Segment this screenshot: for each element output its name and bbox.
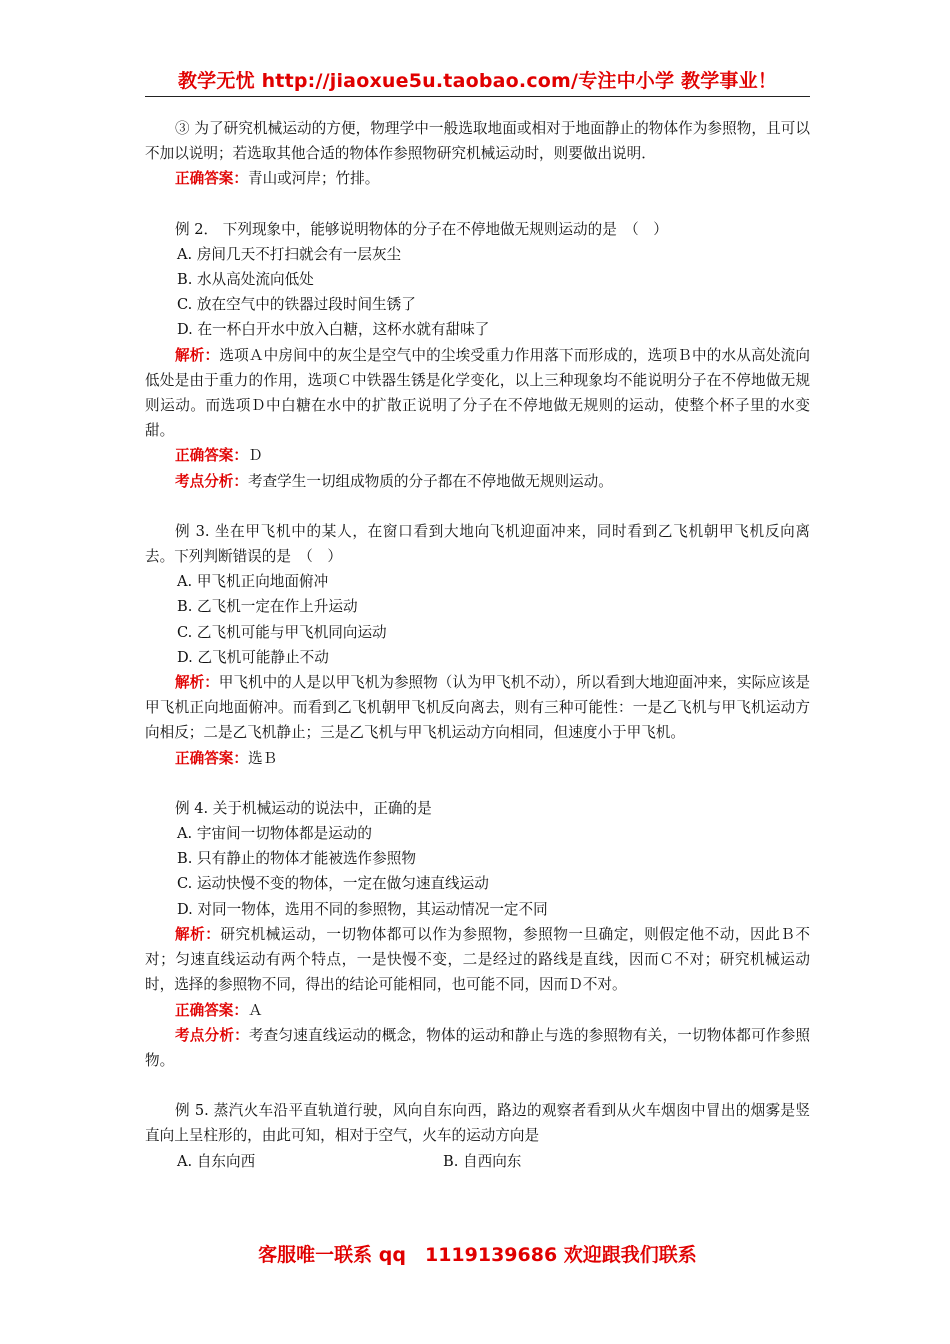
option-b: B. 乙飞机一定在作上升运动	[177, 598, 358, 616]
analysis-label: 解析：	[175, 346, 220, 364]
option-a: A. 房间几天不打扫就会有一层灰尘	[177, 245, 402, 263]
document-body	[145, 116, 810, 1174]
analysis	[145, 670, 810, 746]
answer-label: 正确答案：	[175, 749, 248, 767]
header-divider	[145, 96, 810, 97]
correct-answer	[145, 746, 810, 771]
example-3	[145, 519, 810, 771]
option-a: A. 宇宙间一切物体都是运动的	[177, 825, 372, 843]
point-text: 考查匀速直线运动的概念，物体的运动和静止与选的参照物有关，一切物体都可作参照物。	[145, 1026, 810, 1069]
question-text: 例 5. 蒸汽火车沿平直轨道行驶，风向自东向西，路边的观察者看到从火车烟囱中冒出的烟雾是竖直向上呈柱形的，由此可知，相对于空气，火车的运动方向是	[145, 1102, 810, 1145]
option-d: D. 乙飞机可能静止不动	[177, 648, 329, 666]
intro-answer	[145, 166, 810, 191]
option-b: B. 水从高处流向低处	[177, 271, 314, 289]
option-c: C. 运动快慢不变的物体，一定在做匀速直线运动	[177, 875, 489, 893]
example-5	[145, 1098, 810, 1174]
option-a: A. 自东向西	[177, 1152, 256, 1170]
answer-text: 选Ｂ	[247, 749, 278, 767]
option-b: B. 只有静止的物体才能被选作参照物	[177, 850, 416, 868]
analysis-label: 解析：	[175, 925, 221, 943]
intro-note: ③ 为了研究机械运动的方便，物理学中一般选取地面或相对于地面静止的物体作为参照物，且可以不加以说明；若选取其他合适的物体作参照物研究机械运动时，则要做出说明．	[145, 120, 810, 163]
example-4	[145, 796, 810, 1073]
example-2	[145, 217, 810, 494]
answer-text: 青山或河岸；竹排。	[247, 170, 380, 188]
option-d: D. 对同一物体，选用不同的参照物，其运动情况一定不同	[177, 900, 548, 918]
analysis-label: 解析：	[175, 674, 219, 692]
key-point	[145, 469, 810, 494]
analysis-text: 选项Ａ中房间中的灰尘是空气中的尘埃受重力作用落下而形成的，选项Ｂ中的水从高处流向低处是由于重力的作用，选项Ｃ中铁器生锈是化学变化，以上三种现象均不能说明分子在不停地做无规则运动。而选项Ｄ中白糖在水中的扩散正说明了分子在不停地做无规则的运动，使整个杯子里的水变甜。	[145, 346, 810, 440]
analysis-text: 研究机械运动，一切物体都可以作为参照物，参照物一旦确定，则假定他不动，因此Ｂ不对；匀速直线运动有两个特点，一是快慢不变，二是经过的路线是直线，因而Ｃ不对；研究机械运动时，选择的参照物不同，得出的结论可能相同，也可能不同，因而Ｄ不对。	[145, 925, 810, 994]
footer-contact: 客服唯一联系 qq 1119139686 欢迎跟我们联系	[258, 1244, 697, 1266]
analysis-text: 甲飞机中的人是以甲飞机为参照物（认为甲飞机不动），所以看到大地迎面冲来，实际应该是甲飞机正向地面俯冲。而看到乙飞机朝甲飞机反向离去，则有三种可能性：一是乙飞机与甲飞机运动方向相反；二是乙飞机静止；三是乙飞机与甲飞机运动方向相同，但速度小于甲飞机。	[145, 674, 810, 742]
point-text: 考查学生一切组成物质的分子都在不停地做无规则运动。	[247, 472, 613, 490]
option-c: C. 放在空气中的铁器过段时间生锈了	[177, 296, 416, 314]
answer-label: 正确答案：	[175, 447, 248, 465]
analysis	[145, 922, 810, 998]
point-label: 考点分析：	[175, 1026, 249, 1044]
question-text: 例 4. 关于机械运动的说法中，正确的是	[175, 799, 432, 817]
option-b: B. 自西向东	[443, 1152, 522, 1170]
question-text: 例 3. 坐在甲飞机中的某人，在窗口看到大地向飞机迎面冲来，同时看到乙飞机朝甲飞机反向离去。下列判断错误的是 （ ）	[145, 522, 810, 566]
answer-label: 正确答案：	[175, 170, 248, 188]
key-point	[145, 1023, 810, 1073]
correct-answer	[145, 998, 810, 1023]
option-c: C. 乙飞机可能与甲飞机同向运动	[177, 623, 387, 641]
option-a: A. 甲飞机正向地面俯冲	[177, 573, 329, 591]
header-banner: 教学无忧 http://jiaoxue5u.taobao.com/专注中小学 教学事业！	[177, 70, 778, 92]
answer-text: Ａ	[247, 1001, 263, 1019]
answer-text: Ｄ	[247, 447, 263, 465]
answer-label: 正确答案：	[175, 1001, 248, 1019]
analysis	[145, 343, 810, 444]
correct-answer	[145, 443, 810, 468]
point-label: 考点分析：	[175, 472, 248, 490]
question-text: 例 2． 下列现象中，能够说明物体的分子在不停地做无规则运动的是 （ ）	[175, 220, 668, 238]
options-row	[145, 1149, 810, 1174]
option-d: D. 在一杯白开水中放入白糖，这杯水就有甜味了	[177, 321, 490, 339]
